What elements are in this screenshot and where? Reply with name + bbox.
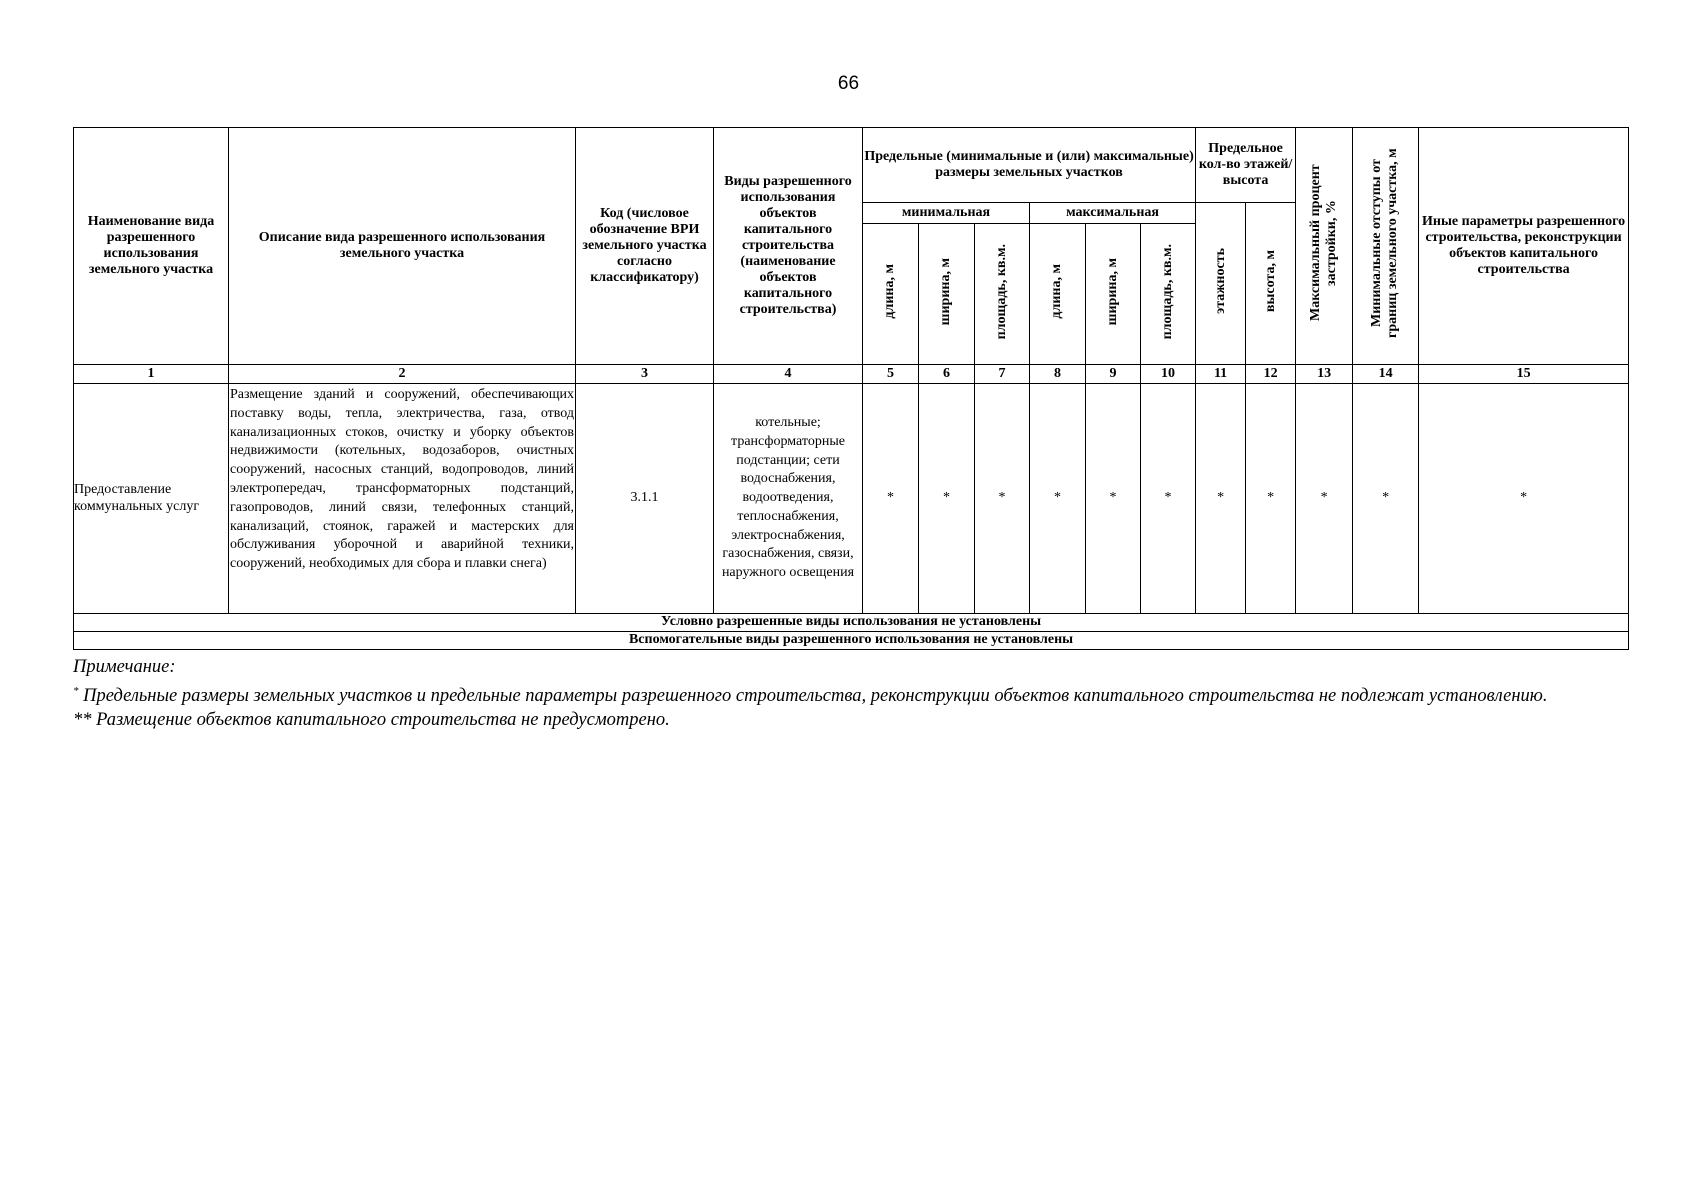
header-min-area: площадь, кв.м. bbox=[975, 224, 1030, 365]
cell-use-name: Предоставление коммунальных услуг bbox=[74, 384, 229, 614]
cell-star: * bbox=[975, 384, 1030, 614]
cell-star: * bbox=[919, 384, 975, 614]
cell-star: * bbox=[1086, 384, 1141, 614]
column-number: 13 bbox=[1296, 365, 1353, 384]
column-number: 11 bbox=[1196, 365, 1246, 384]
column-number: 15 bbox=[1419, 365, 1629, 384]
column-number: 9 bbox=[1086, 365, 1141, 384]
page-number: 66 bbox=[837, 73, 860, 94]
header-max-building-percent: Максимальный процент застройки, % bbox=[1296, 128, 1353, 365]
cell-star: * bbox=[1246, 384, 1296, 614]
header-code: Код (числовое обозначение ВРИ земельного участка согласно классификатору) bbox=[576, 128, 714, 365]
header-other-params: Иные параметры разрешенного строительства, реконструкции объектов капитального строительства bbox=[1419, 128, 1629, 365]
column-number: 10 bbox=[1141, 365, 1196, 384]
column-number: 3 bbox=[576, 365, 714, 384]
column-number: 6 bbox=[919, 365, 975, 384]
header-min-width: ширина, м bbox=[919, 224, 975, 365]
notes bbox=[73, 655, 1633, 732]
header-max-length: длина, м bbox=[1030, 224, 1086, 365]
table-row bbox=[74, 384, 1629, 614]
note-2: ** Размещение объектов капитального строительства не предусмотрено. bbox=[73, 710, 670, 731]
cell-star: * bbox=[1296, 384, 1353, 614]
column-number: 2 bbox=[229, 365, 576, 384]
header-min-length: длина, м bbox=[863, 224, 919, 365]
zoning-table bbox=[73, 127, 1629, 650]
note-title: Примечание: bbox=[73, 657, 176, 677]
header-minimum: минимальная bbox=[863, 203, 1030, 224]
cell-star: * bbox=[1141, 384, 1196, 614]
column-number: 14 bbox=[1353, 365, 1419, 384]
note-1-mark: * bbox=[73, 685, 79, 697]
cell-star: * bbox=[1030, 384, 1086, 614]
header-use-description: Описание вида разрешенного использования земельного участка bbox=[229, 128, 576, 365]
header-object-types: Виды разрешенного использования объектов капитального строительства (наименование объектов капитального строительства) bbox=[714, 128, 863, 365]
column-number: 1 bbox=[74, 365, 229, 384]
header-max-width: ширина, м bbox=[1086, 224, 1141, 365]
header-use-name: Наименование вида разрешенного использования земельного участка bbox=[74, 128, 229, 365]
note-1 bbox=[73, 679, 1633, 708]
header-plot-sizes: Предельные (минимальные и (или) максимальные) размеры земельных участков bbox=[863, 128, 1196, 203]
column-number: 12 bbox=[1246, 365, 1296, 384]
column-number: 8 bbox=[1030, 365, 1086, 384]
column-number: 7 bbox=[975, 365, 1030, 384]
header-min-setbacks: Минимальные отступы от границ земельного участка, м bbox=[1353, 128, 1419, 365]
cell-star: * bbox=[1353, 384, 1419, 614]
column-number: 5 bbox=[863, 365, 919, 384]
cell-star: * bbox=[863, 384, 919, 614]
conditional-uses-row: Условно разрешенные виды использования не установлены bbox=[74, 614, 1629, 632]
auxiliary-uses-row: Вспомогательные виды разрешенного использования не установлены bbox=[74, 632, 1629, 650]
header-maximum: максимальная bbox=[1030, 203, 1196, 224]
header-floors: этажность bbox=[1196, 203, 1246, 365]
cell-object-types: котельные; трансформаторные подстанции; сети водоснабжения, водоотведения, теплоснабжения, электроснабжения, газоснабжения, связи, наружного освещения bbox=[714, 384, 863, 614]
cell-star: * bbox=[1196, 384, 1246, 614]
cell-use-description: Размещение зданий и сооружений, обеспечивающих поставку воды, тепла, электричества, газа, отвод канализационных стоков, очистку и уборку объектов недвижимости (котельных, водозаборов, очистных сооружений, насосных станций, водопроводов, линий электропередач, трансформаторных подстанций, газопроводов, линий связи, телефонных станций, канализаций, стоянок, гаражей и мастерских для обслуживания уборочной и аварийной техники, сооружений, необходимых для сбора и плавки снега) bbox=[229, 384, 576, 614]
cell-star: * bbox=[1419, 384, 1629, 614]
cell-code: 3.1.1 bbox=[576, 384, 714, 614]
header-floors-height: Предельное кол-во этажей/ высота bbox=[1196, 128, 1296, 203]
note-1-text: Предельные размеры земельных участков и предельные параметры разрешенного строительства, реконструкции объектов капитального строительства не подлежат установлению. bbox=[78, 686, 1548, 707]
column-number: 4 bbox=[714, 365, 863, 384]
header-max-area: площадь, кв.м. bbox=[1141, 224, 1196, 365]
header-height: высота, м bbox=[1246, 203, 1296, 365]
